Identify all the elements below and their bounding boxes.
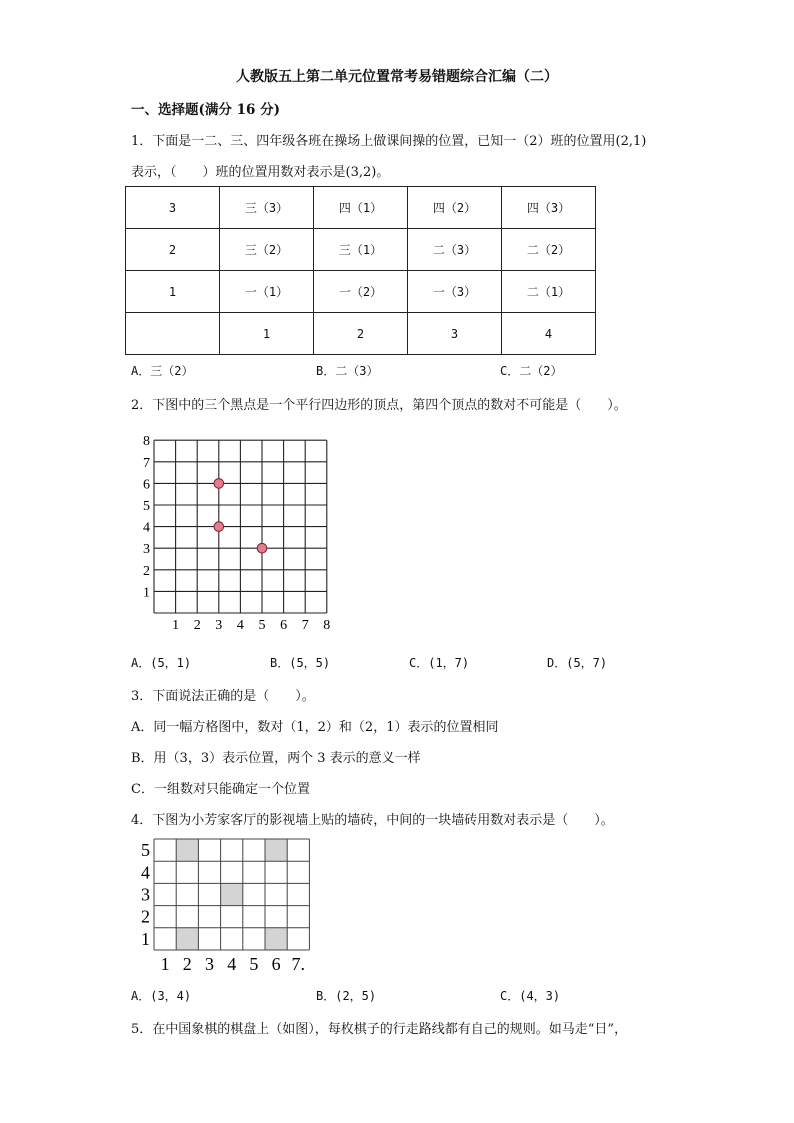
gray-tile bbox=[265, 839, 287, 861]
table-cell: 一（1） bbox=[220, 271, 314, 313]
q1-option-a[interactable]: A．三（2） bbox=[131, 364, 194, 378]
y-axis-tick-label: 4 bbox=[141, 862, 150, 883]
table-cell: 三（1） bbox=[314, 229, 408, 271]
y-axis-tick-label: 5 bbox=[141, 840, 150, 861]
q4-option-c[interactable]: C．(4，3) bbox=[500, 989, 561, 1003]
y-axis-tick-label: 1 bbox=[143, 585, 150, 601]
q3-option-c[interactable]: C．一组数对只能确定一个位置 bbox=[131, 782, 310, 797]
y-axis-tick-label: 1 bbox=[141, 928, 150, 949]
q1-text-line2: 表示，（ ）班的位置用数对表示是(3,2)。 bbox=[131, 165, 390, 180]
x-axis-tick-label: 4 bbox=[227, 954, 237, 974]
q1-option-b[interactable]: B．二（3） bbox=[316, 364, 379, 378]
section-heading-choice: 一、选择题(满分 16 分) bbox=[131, 102, 280, 118]
x-axis-tick-label: 2 bbox=[182, 954, 192, 974]
y-axis-tick-label: 8 bbox=[143, 434, 150, 450]
table-cell: 四（1） bbox=[314, 187, 408, 229]
x-axis-tick-label: 8 bbox=[323, 618, 331, 633]
x-axis-tick-label: 7 bbox=[301, 618, 309, 633]
table-cell: 四（3） bbox=[502, 187, 596, 229]
q2-option-b[interactable]: B．(5，5) bbox=[270, 656, 331, 670]
table-cell: 二（1） bbox=[502, 271, 596, 313]
q1-option-c[interactable]: C．二（2） bbox=[500, 364, 563, 378]
y-axis-tick-label: 2 bbox=[141, 906, 150, 927]
x-axis-tick-label: 6 bbox=[271, 954, 281, 974]
q2-option-c[interactable]: C．(1，7) bbox=[409, 656, 470, 670]
table-cell: 1 bbox=[220, 313, 314, 355]
x-axis-tick-label: 5 bbox=[249, 954, 259, 974]
table-cell: 2 bbox=[314, 313, 408, 355]
q4-text: 4．下图为小芳家客厅的影视墙上贴的墙砖，中间的一块墙砖用数对表示是（ ）。 bbox=[131, 813, 614, 828]
page-title: 人教版五上第二单元位置常考易错题综合汇编（二） bbox=[236, 69, 558, 85]
q2-option-a[interactable]: A．(5，1) bbox=[131, 656, 192, 670]
table-cell: 2 bbox=[126, 229, 220, 271]
gray-tile bbox=[221, 883, 243, 905]
gray-tile bbox=[176, 839, 198, 861]
x-axis-tick-label: 4 bbox=[236, 618, 244, 633]
table-cell: 4 bbox=[502, 313, 596, 355]
x-axis-tick-label: 1 bbox=[172, 618, 180, 633]
q3-option-a[interactable]: A．同一幅方格图中，数对（1，2）和（2，1）表示的位置相同 bbox=[131, 720, 499, 735]
table-cell: 1 bbox=[126, 271, 220, 313]
q4-option-b[interactable]: B．(2，5) bbox=[316, 989, 377, 1003]
gray-tile bbox=[265, 928, 287, 950]
x-axis-tick-label: 5 bbox=[258, 618, 266, 633]
table-cell: 二（3） bbox=[408, 229, 502, 271]
table-cell: 3 bbox=[126, 187, 220, 229]
table-cell: 三（2） bbox=[220, 229, 314, 271]
x-axis-tick-label: 7. bbox=[291, 954, 306, 974]
x-axis-tick-label: 6 bbox=[280, 618, 288, 633]
table-cell: 一（3） bbox=[408, 271, 502, 313]
table-cell: 三（3） bbox=[220, 187, 314, 229]
y-axis-tick-label: 3 bbox=[143, 542, 150, 558]
q1-text-line1: 1．下面是一二、三、四年级各班在操场上做课间操的位置，已知一（2）班的位置用(2,1) bbox=[131, 134, 647, 149]
x-axis-tick-label: 3 bbox=[205, 954, 214, 974]
y-axis-tick-label: 4 bbox=[143, 520, 150, 536]
x-axis-tick-label: 3 bbox=[215, 618, 223, 633]
y-axis-tick-label: 7 bbox=[143, 455, 150, 471]
table-cell: 二（2） bbox=[502, 229, 596, 271]
q2-text: 2．下图中的三个黑点是一个平行四边形的顶点，第四个顶点的数对不可能是（ ）。 bbox=[131, 398, 627, 413]
x-axis-tick-label: 2 bbox=[193, 618, 201, 633]
y-axis-tick-label: 3 bbox=[141, 884, 150, 905]
y-axis-tick-label: 5 bbox=[143, 499, 150, 514]
y-axis-tick-label: 2 bbox=[143, 563, 150, 579]
q4-option-a[interactable]: A．(3，4) bbox=[131, 989, 192, 1003]
q3-text: 3．下面说法正确的是（ ）。 bbox=[131, 689, 315, 704]
x-axis-tick-label: 1 bbox=[160, 954, 170, 974]
q2-option-d[interactable]: D．(5，7) bbox=[547, 656, 608, 670]
table-cell: 四（2） bbox=[408, 187, 502, 229]
table-cell: 一（2） bbox=[314, 271, 408, 313]
y-axis-tick-label: 6 bbox=[143, 477, 150, 493]
gray-tile bbox=[176, 928, 198, 950]
q3-option-b[interactable]: B．用（3，3）表示位置，两个 3 表示的意义一样 bbox=[131, 751, 421, 766]
q5-text: 5．在中国象棋的棋盘上（如图），每枚棋子的行走路线都有自己的规则。如马走“日”， bbox=[131, 1022, 628, 1037]
table-cell: 3 bbox=[408, 313, 502, 355]
